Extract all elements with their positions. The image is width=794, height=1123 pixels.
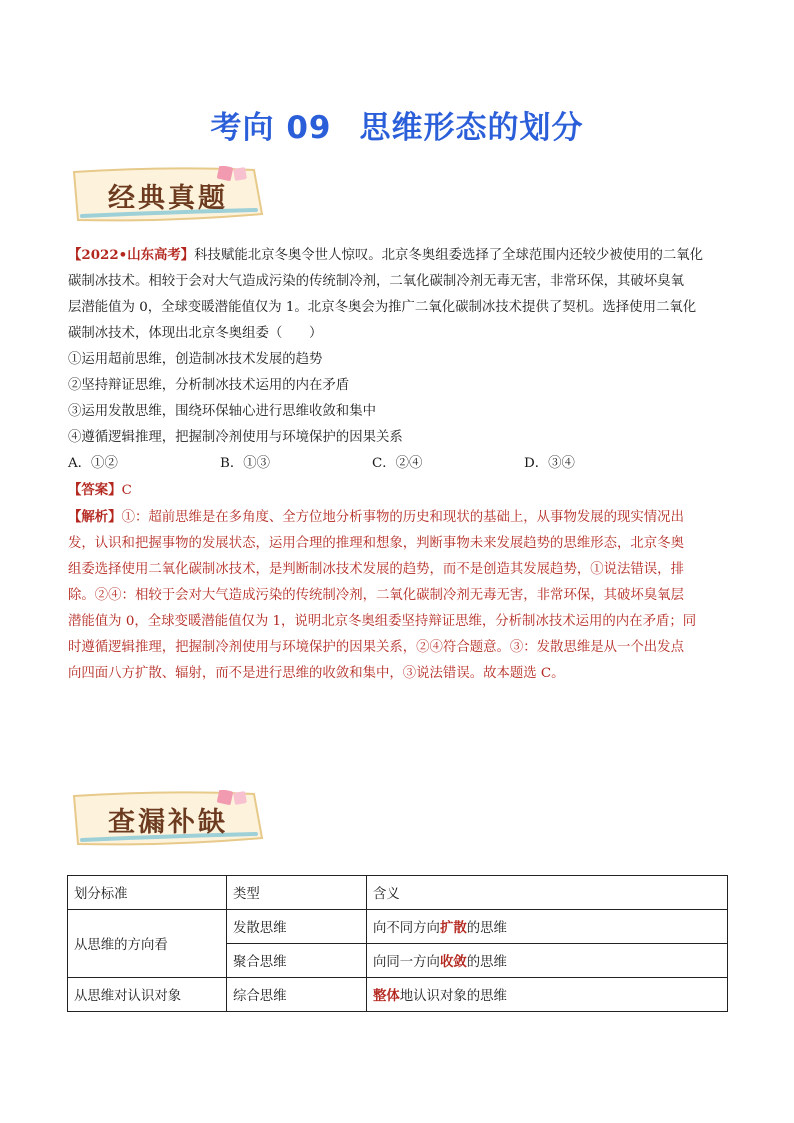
analysis-line: ①：超前思维是在多角度、全方位地分析事物的历史和现状的基础上，从事物发展的现实情况出 <box>121 510 684 525</box>
answer-options <box>68 451 728 477</box>
meaning-cell: 向不同方向扩散的思维 <box>367 910 728 944</box>
statement-3: ③运用发散思维，围绕环保轴心进行思维收敛和集中 <box>68 404 376 419</box>
option-a: A．①② <box>68 456 118 471</box>
meaning-cell: 整体地认识对象的思维 <box>367 978 728 1012</box>
section-banner-classic <box>68 166 268 226</box>
banner-label: 查漏补缺 <box>108 807 228 838</box>
question-block <box>68 242 728 687</box>
header-cell: 类型 <box>227 876 367 910</box>
question-source: 【2022•山东高考】 <box>68 247 195 263</box>
analysis-line: 时遵循逻辑推理，把握制冷剂使用与环境保护的因果关系，②④符合题意。③：发散思维是从一个出发点 <box>68 640 684 655</box>
question-stem <box>68 242 728 269</box>
statement-1: ①运用超前思维，创造制冰技术发展的趋势 <box>68 352 323 367</box>
table-row <box>68 910 728 944</box>
type-cell: 发散思维 <box>227 910 367 944</box>
answer-line <box>68 477 728 504</box>
type-cell: 聚合思维 <box>227 944 367 978</box>
answer-value: C <box>121 483 132 498</box>
statement-2: ②坚持辩证思维，分析制冰技术运用的内在矛盾 <box>68 378 350 393</box>
analysis-label: 【解析】 <box>68 509 122 525</box>
thinking-types-table <box>67 875 728 1012</box>
section-banner-review <box>68 790 268 850</box>
title-code: 考向 09 <box>210 110 332 146</box>
stem-line: 碳制冰技术，体现出北京冬奥组委（ ） <box>68 326 323 341</box>
header-cell: 划分标准 <box>68 876 227 910</box>
table-header-row <box>68 876 728 910</box>
stem-line: 碳制冰技术。相较于会对大气造成污染的传统制冷剂，二氧化碳制冷剂无毒无害，非常环保，其破坏臭氧 <box>68 274 684 289</box>
analysis <box>68 504 728 687</box>
meaning-cell: 向同一方向收敛的思维 <box>367 944 728 978</box>
type-cell: 综合思维 <box>227 978 367 1012</box>
option-d: D．③④ <box>524 456 575 471</box>
standard-cell: 从思维对认识对象 <box>68 978 227 1012</box>
analysis-line: 向四面八方扩散、辐射，而不是进行思维的收敛和集中，③说法错误。故本题选 C。 <box>68 666 565 681</box>
analysis-line: 组委选择使用二氧化碳制冰技术，是判断制冰技术发展的趋势，而不是创造其发展趋势，①说法错误，排 <box>68 562 684 577</box>
header-cell: 含义 <box>367 876 728 910</box>
statement-4: ④遵循逻辑推理，把握制冷剂使用与环境保护的因果关系 <box>68 430 403 445</box>
stem-line: 层潜能值为 0，全球变暖潜能值仅为 1。北京冬奥会为推广二氧化碳制冰技术提供了契机。选择使用二氧化 <box>68 300 697 315</box>
title-text: 思维形态的划分 <box>359 110 584 146</box>
analysis-line: 潜能值为 0，全球变暖潜能值仅为 1，说明北京冬奥组委坚持辩证思维，分析制冰技术运用的内在矛盾；同 <box>68 614 697 629</box>
option-c: C．②④ <box>372 456 423 471</box>
banner-label: 经典真题 <box>108 183 228 214</box>
standard-cell: 从思维的方向看 <box>68 910 227 978</box>
answer-label: 【答案】 <box>68 482 122 498</box>
analysis-line: 除。②④：相较于会对大气造成污染的传统制冷剂，二氧化碳制冷剂无毒无害，非常环保，其破坏臭氧层 <box>68 588 684 603</box>
option-b: B．①③ <box>220 456 271 471</box>
table-row <box>68 978 728 1012</box>
page-title <box>0 102 794 147</box>
analysis-line: 发，认识和把握事物的发展状态，运用合理的推理和想象，判断事物未来发展趋势的思维形态，北京冬奥 <box>68 536 684 551</box>
stem-line: 科技赋能北京冬奥令世人惊叹。北京冬奥组委选择了全球范围内还较少被使用的二氧化 <box>194 248 704 263</box>
